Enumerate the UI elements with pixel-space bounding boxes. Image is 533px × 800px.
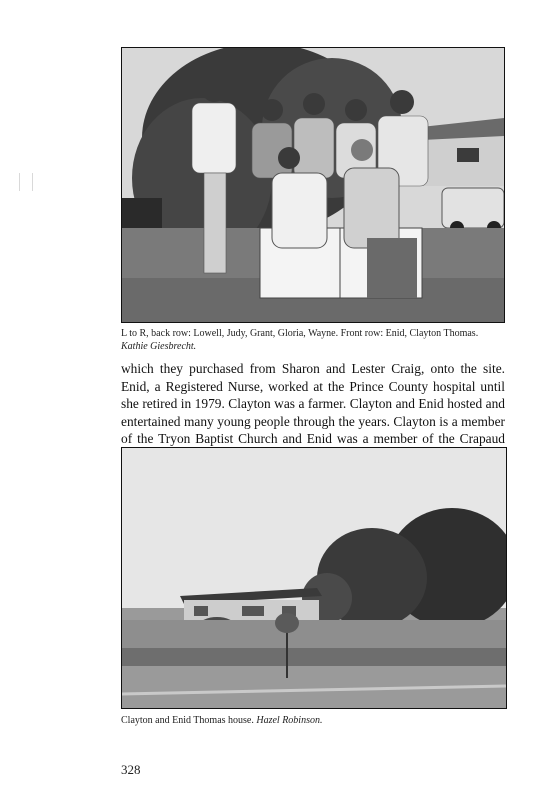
family-photo-image — [122, 48, 504, 322]
scan-margin-mark — [19, 173, 33, 191]
body-line: entertained many young people through the years. Clayton is a member — [121, 413, 505, 429]
house-photo — [121, 447, 507, 709]
family-photo-caption-credit: Kathie Giesbrecht. — [121, 341, 197, 352]
body-line: Enid, a Registered Nurse, worked at the Prince County hospital until — [121, 378, 505, 394]
family-photo — [121, 47, 505, 323]
house-photo-caption-text: Clayton and Enid Thomas house. — [121, 715, 254, 726]
page-number: 328 — [121, 762, 141, 777]
house-photo-image — [122, 448, 506, 708]
family-photo-caption-text: L to R, back row: Lowell, Judy, Grant, Gloria, Wayne. Front row: Enid, Clayton Thomas. — [121, 328, 479, 339]
body-line: which they purchased from Sharon and Lester Craig, onto the site. — [121, 361, 505, 376]
body-line: she retired in 1979. Clayton was a farmer. Clayton and Enid hosted and — [121, 396, 505, 412]
house-photo-caption-credit: Hazel Robinson. — [256, 715, 323, 726]
house-photo-caption — [121, 714, 505, 727]
body-paragraph — [121, 360, 505, 448]
family-photo-caption — [121, 327, 505, 353]
body-line: of the Tryon Baptist Church and Enid was a member of the Crapaud — [121, 431, 505, 447]
